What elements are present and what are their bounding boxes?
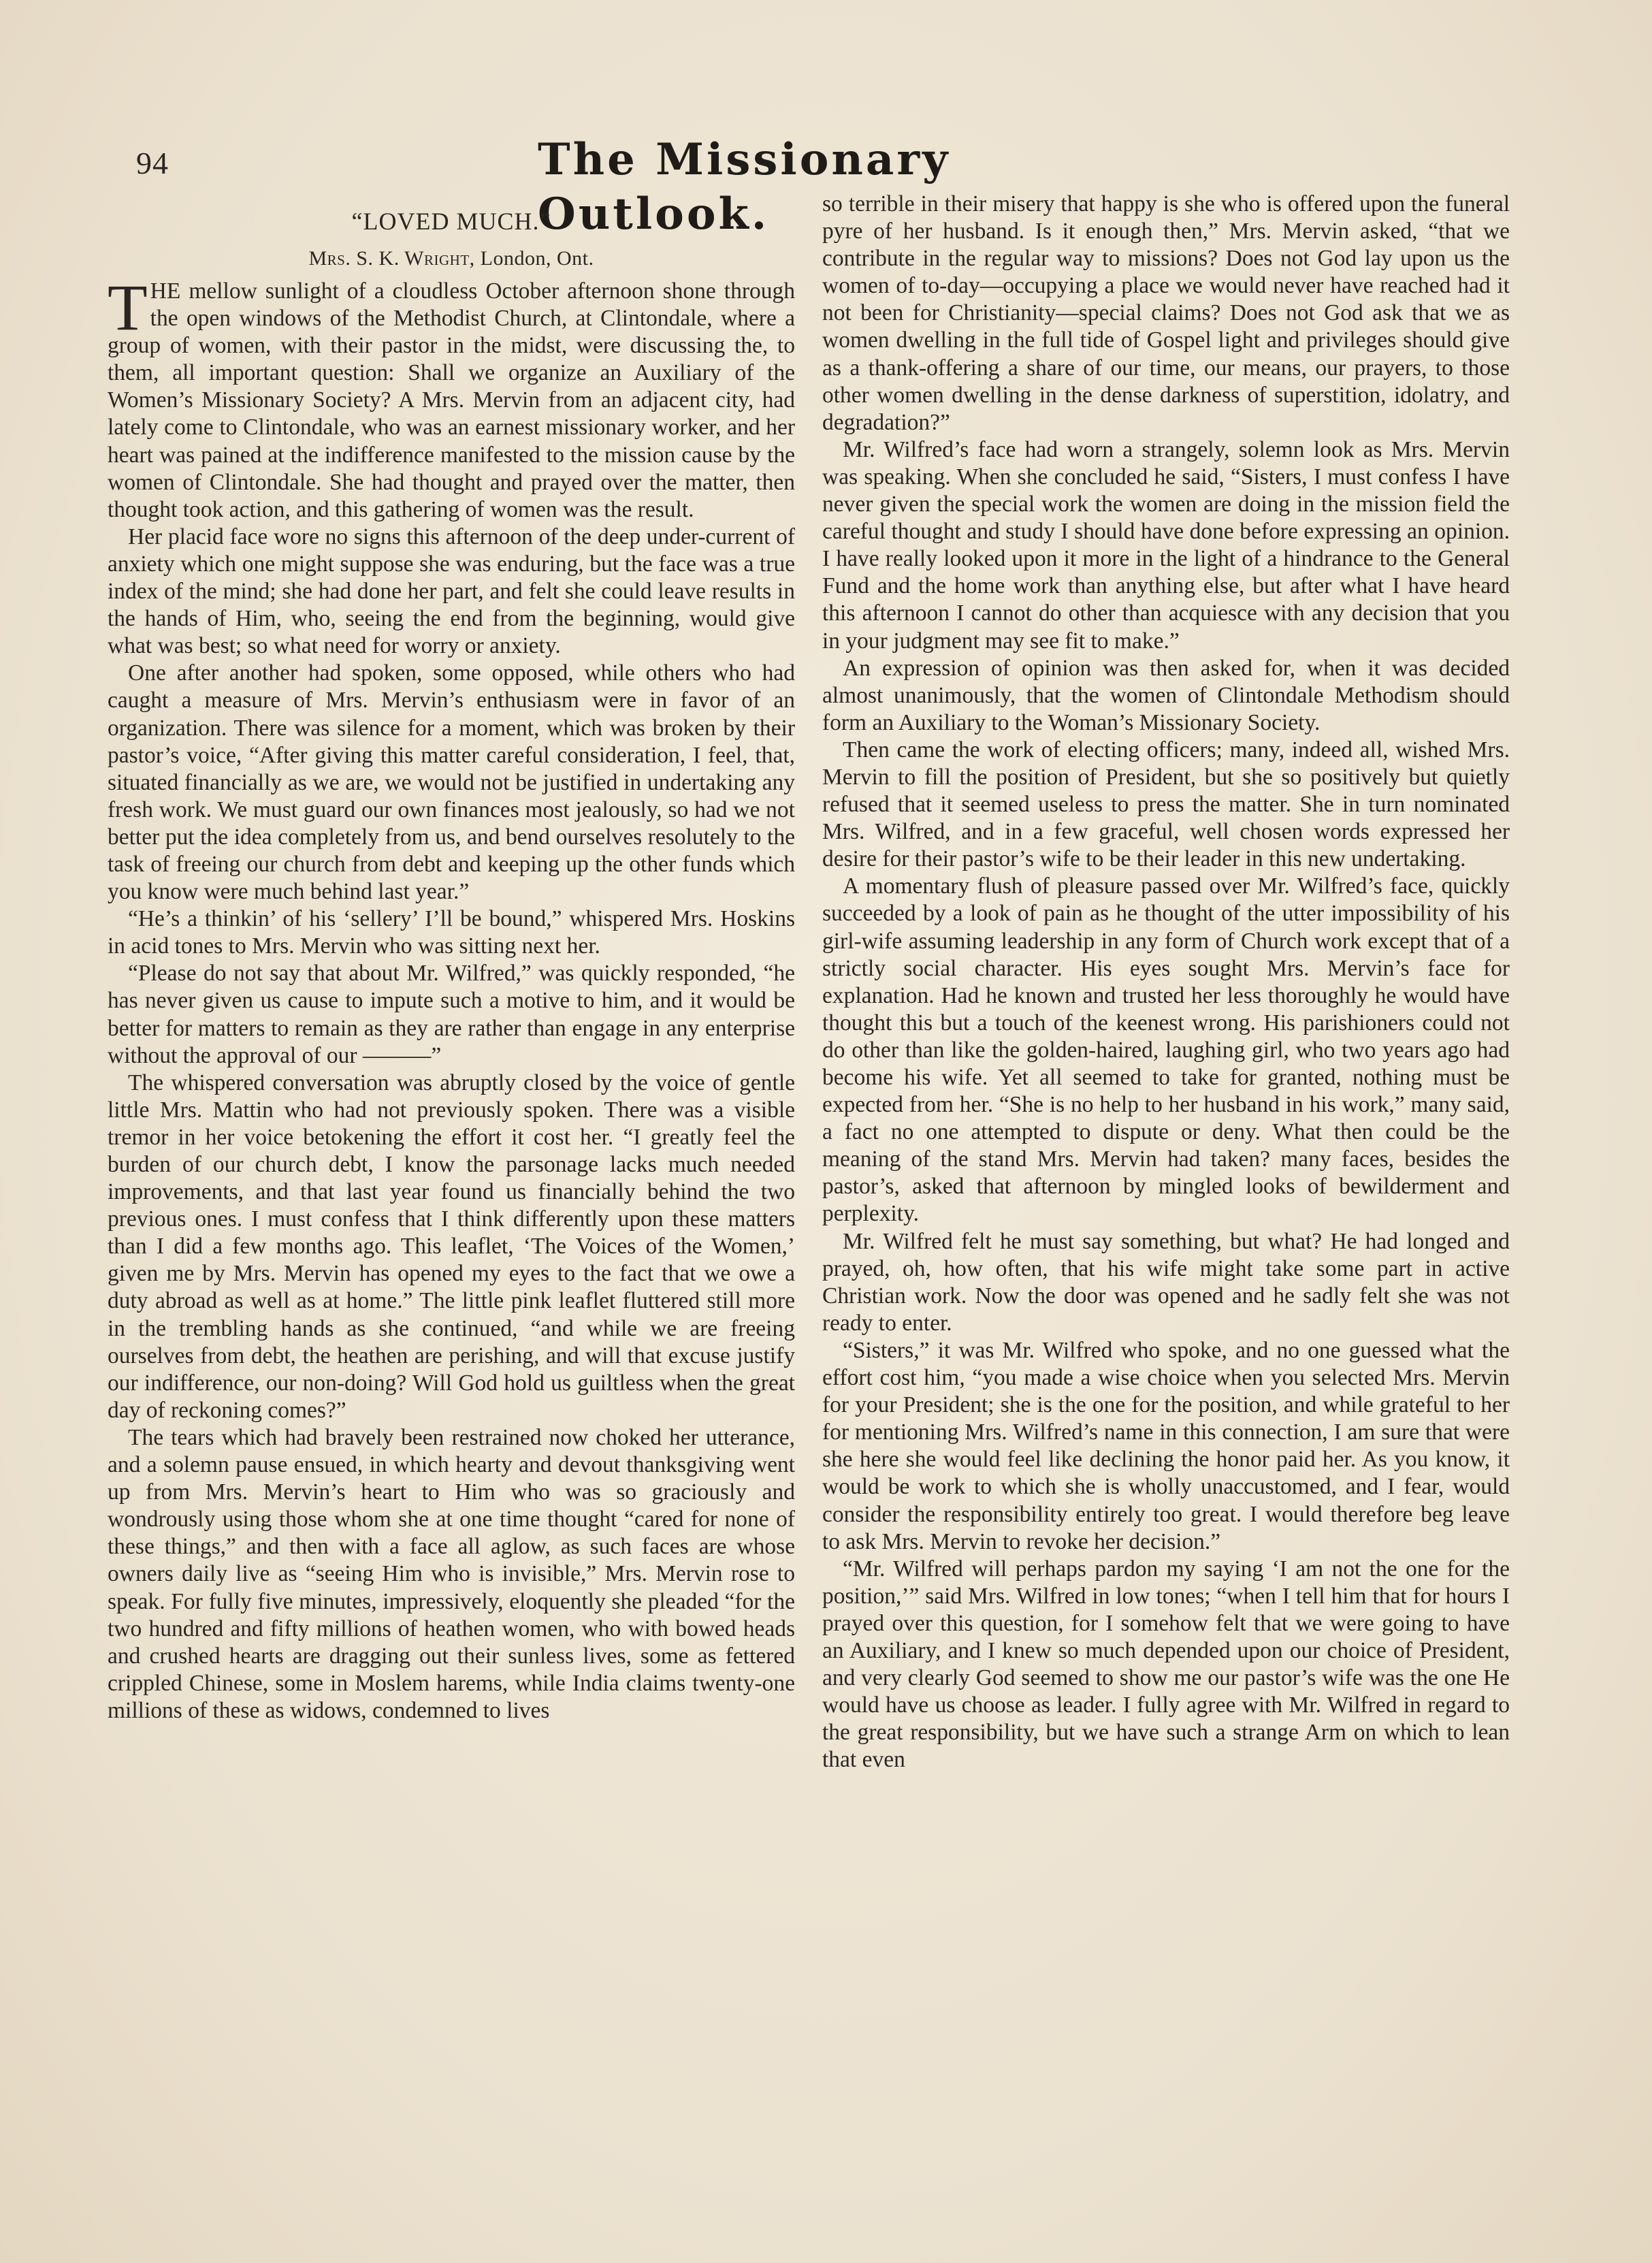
paragraph [108,271,795,524]
paragraph: One after another had spoken, some opposed, while others who had caught a measure of Mrs. Mervin’s enthusiasm were in favor of an organization. There was silence for a moment, which was broken by their pastor’s voice, “After giving this matter careful consideration, I feel, that, situated financially as we are, we would not be justified in undertaking any fresh work. We must guard our own finances most jealously, so had we not better put the idea completely from us, and bend ourselves resolutely to the task of freeing our church from debt and keeping up the other funds which you know were much behind last year.” [108,660,795,905]
paragraph: Then came the work of electing officers; many, indeed all, wished Mrs. Mervin to fill the position of President, but she so positively but quietly refused that it seemed useless to press the matter. She in turn nominated Mrs. Wilfred, and in a few graceful, well chosen words expressed her desire for their pastor’s wife to be their leader in this new undertaking. [822,737,1510,872]
right-column [822,191,1510,1774]
paragraph: “Mr. Wilfred will perhaps pardon my saying ‘I am not the one for the position,’” said Mrs. Wilfred in low tones; “when I tell him that for hours I prayed over this question, for I somehow felt that we were going to have an Auxiliary, and I knew so much depended upon our choice of President, and very clearly God seemed to show me our pastor’s wife was the one He would have us choose as leader. I fully agree with Mr. Wilfred in regard to the great responsibility, but we have such a strange Arm on which to lean that even [822,1556,1510,1773]
paragraph: “He’s a thinkin’ of his ‘sellery’ I’ll be bound,” whispered Mrs. Hoskins in acid tones to Mrs. Mervin who was sitting next her. [108,906,795,959]
author-location: , London, Ont. [469,247,594,270]
paragraph: Mr. Wilfred’s face had worn a strangely, solemn look as Mrs. Mervin was speaking. When she concluded he said, “Sisters, I must confess I have never given the special work the women are doing in the mission field the careful thought and study I should have done before expressing an opinion. I have really looked upon it more in the light of a hindrance to the General Fund and the home work than anything else, but after what I have heard this afternoon I cannot do other than acquiesce with any decision that you in your judgment may see fit to make.” [822,436,1510,654]
paragraph-text: HE mellow sunlight of a cloudless October afternoon shone through the open windows of the Methodist Church, at Clintondale, where a group of women, with their pastor in the midst, were discussing the, to them, all important question: Shall we organize an Auxiliary of the Women’s Missionary Society? A Mrs. Mervin from an adjacent city, had lately come to Clintondale, who was an earnest missionary worker, and her heart was pained at the indifference manifested to the mission cause by the women of Clintondale. She had thought and prayed over the matter, then thought took action, and this gathering of women was the result. [108,278,795,522]
author-name: Mrs. S. K. Wright [308,247,470,270]
article-byline [108,245,795,272]
drop-cap: T [108,271,148,344]
page-number: 94 [136,146,169,180]
paragraph: An expression of opinion was then asked for, when it was decided almost unanimously, that the women of Clintondale Methodism should form an Auxiliary to the Woman’s Missionary Society. [822,655,1510,735]
paragraph: Mr. Wilfred felt he must say something, but what? He had longed and prayed, oh, how often, that his wife might take some part in active Christian work. Now the door was opened and he sadly felt she was not ready to enter. [822,1228,1510,1336]
paragraph: “Please do not say that about Mr. Wilfred,” was quickly responded, “he has never given us cause to impute such a motive to him, and it would be better for matters to remain as they are rather than engage in any enterprise without the approval of our ———” [108,961,795,1068]
running-head: The Missionary Outlook. [538,134,951,240]
paragraph: so terrible in their misery that happy is she who is offered upon the funeral pyre of her husband. Is it enough then,” Mrs. Mervin asked, “that we contribute in the regular way to missions? Does not God lay upon us the women of to-day—occupying a place we would never have reached had it not been for Christianity—special claims? Does not God ask that we as women dwelling in the full tide of Gospel light and privileges should give as a thank-offering a share of our time, our means, our prayers, to those other women dwelling in the dense darkness of superstition, idolatry, and degradation?” [822,191,1510,435]
paragraph: A momentary flush of pleasure passed over Mr. Wilfred’s face, quickly succeeded by a look of pain as he thought of the utter impossibility of his girl-wife assuming leadership in any form of Church work except that of a strictly social character. His eyes sought Mrs. Mervin’s face for explanation. Had he known and trusted her less thoroughly he would have thought this but a touch of the keenest wrong. His parishioners could not do other than like the golden-haired, laughing girl, who two years ago had become his wife. Yet all seemed to take for granted, nothing must be expected from her. “She is no help to her husband in his work,” many said, a fact no one attempted to dispute or deny. What then could be the meaning of the stand Mrs. Mervin had taken? many faces, besides the pastor’s, asked that afternoon by mingled looks of bewilderment and perplexity. [822,873,1510,1227]
paragraph: Her placid face wore no signs this afternoon of the deep under-current of anxiety which one might suppose she was enduring, but the face was a true index of the mind; she had done her part, and felt she could leave results in the hands of Him, who, seeing the end from the beginning, would give what was best; so what need for worry or anxiety. [108,524,795,659]
paragraph: The whispered conversation was abruptly closed by the voice of gentle little Mrs. Mattin who had not previously spoken. There was a visible tremor in her voice betokening the effort it cost her. “I greatly feel the burden of our church debt, I know the parsonage lacks much needed improvements, and that last year found us financially behind the two previous ones. I must confess that I think differently upon these matters than I did a few months ago. This leaflet, ‘The Voices of the Women,’ given me by Mrs. Mervin has opened my eyes to the fact that we owe a duty abroad as well as at home.” The little pink leaflet fluttered still more in the trembling hands as she continued, “and while we are freeing ourselves from debt, the heathen are perishing, and will that excuse justify our indifference, our non-doing? Will God hold us guiltless when the great day of reckoning comes?” [108,1070,795,1423]
article-title: “LOVED MUCH.” [351,208,551,235]
paragraph: “Sisters,” it was Mr. Wilfred who spoke, and no one guessed what the effort cost him, “you made a wise choice when you selected Mrs. Mervin for your President; she is the one for the position, and while grateful to her for mentioning Mrs. Wilfred’s name in this connection, I am sure that were she here she would feel like declining the honor paid her. As you know, it would be work to which she is wholly unaccustomed, and I fear, would consider the responsibility entirely too great. I would therefore beg leave to ask Mrs. Mervin to revoke her decision.” [822,1337,1510,1554]
paragraph: The tears which had bravely been restrained now choked her utterance, and a solemn pause ensued, in which hearty and devout thanksgiving went up from Mrs. Mervin’s heart to Him who was so graciously and wondrously using those whom she at one time thought “cared for none of these things,” and then with a face all aglow, as such faces are whose owners daily live as “seeing Him who is invisible,” Mrs. Mervin rose to speak. For fully five minutes, impressively, eloquently she pleaded “for the two hundred and fifty millions of heathen women, who with bowed heads and crushed hearts are dragging out their sunless lives, some as fettered crippled Chinese, some in Moslem harems, while India claims twenty-one millions of these as widows, condemned to lives [108,1424,795,1723]
left-column [108,191,795,1724]
